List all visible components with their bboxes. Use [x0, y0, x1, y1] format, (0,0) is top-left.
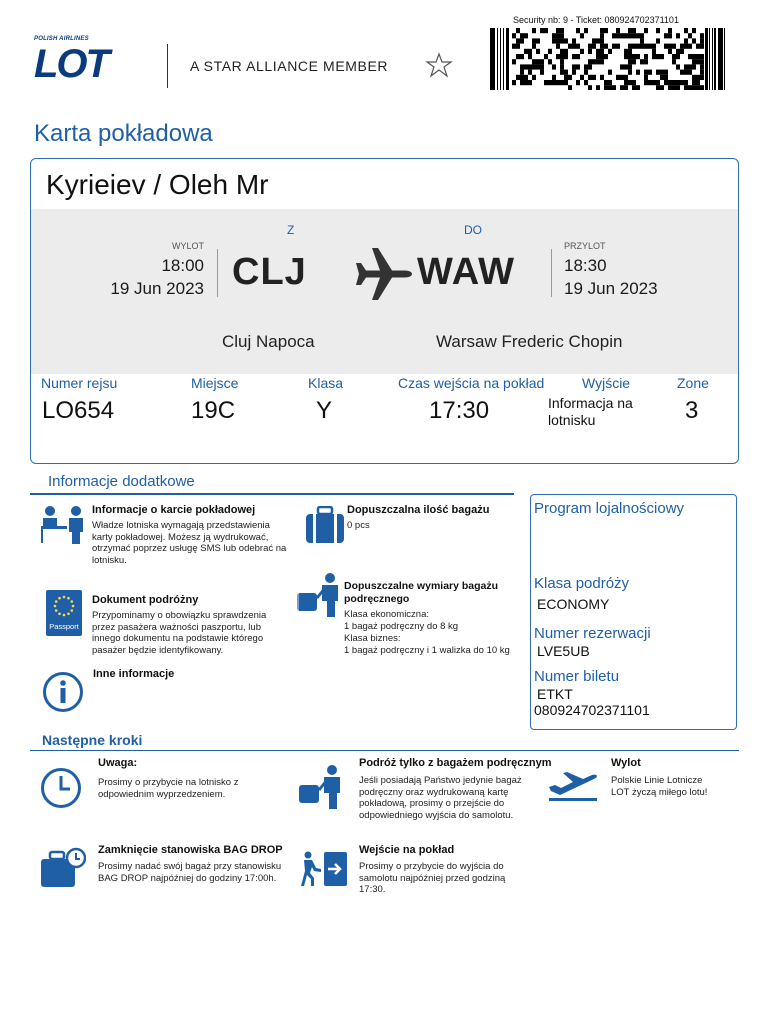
pdf417-barcode — [490, 28, 728, 90]
airplane-icon — [354, 244, 414, 304]
bag-drop-heading: Zamknięcie stanowiska BAG DROP — [98, 844, 283, 856]
loyalty-title: Program lojalnościowy — [534, 500, 685, 517]
info-icon — [42, 671, 84, 713]
departure-text: Polskie Linie Lotnicze LOT życzą miłego lotu! — [611, 775, 708, 798]
origin-city: Cluj Napoca — [222, 332, 315, 351]
cabin-economy-text: 1 bagaż podręczny do 8 kg — [344, 621, 459, 632]
document-text: Przypominamy o obowiązku sprawdzenia przez pasażera ważności paszportu, lub innego dokumentu na podstawie którego pasażer będzie identyfikowany. — [92, 610, 267, 656]
check-in-desk-icon — [40, 505, 86, 545]
departure-time: 18:00 — [161, 256, 204, 275]
travel-class-label: Klasa podróży — [534, 575, 630, 592]
boarding-time-value: 17:30 — [429, 397, 490, 424]
departure-label: WYLOT — [171, 241, 204, 251]
cabin-economy-label: Klasa ekonomiczna: — [344, 609, 430, 620]
passenger-name: Kyrieiev / Oleh Mr — [46, 169, 269, 200]
to-label: DO — [464, 223, 482, 237]
ticket-number-label: Numer biletu — [534, 668, 620, 685]
from-label: Z — [287, 223, 295, 237]
flight-number-label: Numer rejsu — [41, 375, 118, 391]
boarding-text: Prosimy o przybycie do wyjścia do samolotu najpóźniej przed godziną 17:30. — [359, 861, 506, 895]
gate-value: Informacja na lotnisku — [548, 395, 633, 428]
other-info-heading: Inne informacje — [93, 668, 175, 680]
passenger-cabin-bag-icon — [294, 573, 342, 617]
booking-reference-value: LVE5UB — [537, 643, 590, 659]
zone-value: 3 — [685, 397, 699, 424]
boarding-gate-icon — [300, 851, 348, 887]
eu-stars-icon — [51, 594, 77, 618]
hand-luggage-text: Jeśli posiadają Państwo jedynie bagaż podręczny oraz wydrukowaną kartę pokładową, prosimy o przejście do odpowiedniego wyjścia do samolotu. — [359, 775, 522, 821]
ticket-type: ETKT — [537, 686, 573, 702]
departure-heading: Wylot — [611, 757, 641, 769]
section-divider — [30, 750, 739, 751]
origin-code: CLJ — [232, 251, 307, 293]
travel-class-value: ECONOMY — [537, 596, 610, 612]
section-divider — [30, 493, 514, 495]
header-divider — [167, 44, 168, 88]
airline-logo-text: LOT — [34, 42, 108, 86]
takeoff-icon — [547, 769, 599, 803]
ticket-number-value: 080924702371101 — [534, 702, 650, 718]
hand-luggage-heading: Podróż tylko z bagażem podręcznym — [359, 757, 552, 769]
zone-label: Zone — [677, 375, 709, 391]
passport-label: Passport — [49, 622, 79, 631]
bag-drop-clock-icon — [40, 846, 86, 888]
alliance-text: A STAR ALLIANCE MEMBER — [190, 58, 389, 74]
cabin-business-label: Klasa biznes: — [344, 633, 401, 644]
star-alliance-icon — [424, 52, 454, 78]
arrival-date: 19 Jun 2023 — [564, 279, 658, 298]
flight-number-value: LO654 — [42, 397, 115, 424]
attention-heading: Uwaga: — [98, 757, 138, 769]
divider — [217, 249, 218, 297]
destination-code: WAW — [417, 251, 515, 293]
airline-small-text: POLISH AIRLINES — [34, 36, 89, 42]
baggage-heading: Dopuszczalna ilość bagażu — [347, 504, 490, 516]
destination-city: Warsaw Frederic Chopin — [436, 332, 623, 351]
class-value: Y — [316, 397, 333, 424]
bag-drop-text: Prosimy nadać swój bagaż przy stanowisku BAG DROP najpóźniej do godziny 17:00h. — [98, 861, 282, 884]
arrival-label: PRZYLOT — [564, 241, 606, 251]
page-title: Karta pokładowa — [34, 120, 213, 147]
loyalty-panel — [530, 494, 737, 730]
seat-value: 19C — [191, 397, 236, 424]
gate-label: Wyjście — [582, 375, 631, 391]
arrival-time: 18:30 — [564, 256, 607, 275]
booking-reference-label: Numer rezerwacji — [534, 625, 651, 642]
class-label: Klasa — [308, 375, 344, 391]
clock-icon — [40, 767, 82, 809]
suitcase-icon — [305, 506, 345, 544]
card-info-text: Władze lotniska wymagają przedstawienia karty pokładowej. Możesz ją wydrukować, otrzymać poprzez usługę SMS lub odebrać na lotnisku. — [92, 520, 287, 566]
boarding-card — [30, 158, 739, 464]
passport-icon — [46, 590, 82, 636]
cabin-business-text: 1 bagaż podręczny i 1 walizka do 10 kg — [344, 645, 510, 656]
attention-text: Prosimy o przybycie na lotnisko z odpowiednim wyprzedzeniem. — [98, 777, 239, 800]
next-steps-title: Następne kroki — [42, 732, 143, 748]
departure-date: 19 Jun 2023 — [110, 279, 204, 298]
boarding-time-label: Czas wejścia na pokład — [398, 375, 545, 391]
additional-info-title: Informacje dodatkowe — [48, 473, 195, 490]
security-ticket-text: Security nb: 9 - Ticket: 080924702371101 — [513, 15, 679, 25]
document-heading: Dokument podróżny — [92, 594, 199, 606]
cabin-baggage-heading: Dopuszczalne wymiary bagażu podręcznego — [344, 580, 499, 605]
card-info-heading: Informacje o karcie pokładowej — [92, 504, 256, 516]
boarding-heading: Wejście na pokład — [359, 844, 455, 856]
divider — [551, 249, 552, 297]
baggage-text: 0 pcs — [347, 520, 370, 531]
lot-logo — [34, 36, 150, 88]
seat-label: Miejsce — [191, 375, 239, 391]
cabin-bag-only-icon — [296, 765, 344, 809]
